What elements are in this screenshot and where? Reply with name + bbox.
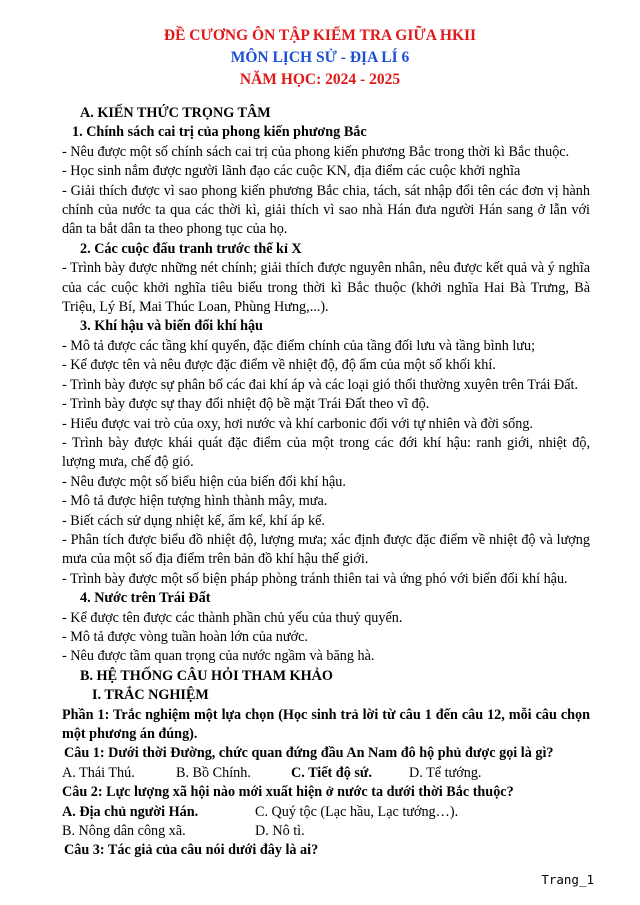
topic-1-line: - Học sinh nắm được người lãnh đạo các cuộc KN, địa điểm các cuộc khởi nghĩa: [62, 163, 521, 180]
subject-title: MÔN LỊCH SỬ - ĐỊA LÍ 6: [230, 49, 410, 66]
part-1-intro: Phần 1: Trắc nghiệm một lựa chọn (Học sinh trả lời từ câu 1 đến câu 12, mỗi câu chọn một phương án đúng).: [62, 706, 590, 742]
topic-1-title: 1. Chính sách cai trị của phong kiến phương Bắc: [72, 124, 367, 141]
topic-3-line: - Mô tả được hiện tượng hình thành mây, mưa.: [62, 493, 328, 510]
option-c-correct: C. Tiết độ sứ.: [291, 764, 372, 781]
part-i-heading: I. TRẮC NGHIỆM: [92, 687, 209, 704]
topic-3-line: - Mô tả được các tầng khí quyển, đặc điểm chính của tầng đối lưu và tầng bình lưu;: [62, 337, 536, 354]
topic-4-title: 4. Nước trên Trái Đất: [80, 590, 211, 607]
topic-3-line: - Phân tích được biểu đồ nhiệt độ, lượng mưa; xác định được đặc điểm về nhiệt độ và lượng mưa của một số địa điểm trên bản đồ khí hậu thế giới.: [62, 531, 590, 568]
topic-3-line: - Biết cách sử dụng nhiệt kế, ẩm kế, khí áp kế.: [62, 512, 325, 529]
topic-1-line: - Nêu được một số chính sách cai trị của phong kiến phương Bắc trong thời kì Bắc thuộc.: [62, 143, 570, 160]
document-body: [62, 104, 590, 861]
topic-3-line: - Trình bày được sự thay đổi nhiệt độ bề mặt Trái Đất theo vĩ độ.: [62, 396, 430, 413]
question-2-options-row2: [62, 822, 590, 841]
topic-3-line: - Kể được tên và nêu được đặc điểm về nhiệt độ, độ ẩm của một số khối khí.: [62, 357, 496, 374]
topic-3-line: - Trình bày được một số biện pháp phòng tránh thiên tai và ứng phó với biến đổi khí hậu.: [62, 570, 568, 587]
topic-1-line: - Giải thích được vì sao phong kiến phương Bắc chia, tách, sát nhập đổi tên các đơn vị hành chính của nước ta qua các thời kì, giải thích vì sao nhà Hán đưa người Hán sang ở lẫn với dân ta bắt dân ta theo phong tục của họ.: [62, 182, 590, 238]
topic-4-line: - Kể được tên được các thành phần chủ yếu của thuỷ quyển.: [62, 609, 403, 626]
page-number: Trang_1: [541, 872, 594, 887]
option-a-correct: A. Địa chủ người Hán.: [62, 803, 199, 820]
topic-4-line: - Mô tả được vòng tuần hoàn lớn của nước.: [62, 628, 308, 645]
school-year: NĂM HỌC: 2024 - 2025: [239, 71, 401, 88]
topic-3-line: - Nêu được một số biểu hiện của biến đổi khí hậu.: [62, 473, 346, 490]
section-a-heading: A. KIẾN THỨC TRỌNG TÂM: [80, 105, 271, 121]
topic-3-line: - Trình bày được sự phân bố các đai khí áp và các loại gió thổi thường xuyên trên Trái Đất.: [62, 376, 579, 393]
option-b: B. Bồ Chính.: [176, 764, 251, 781]
document-header: [0, 26, 640, 90]
option-d: D. Tể tướng.: [409, 764, 482, 781]
question-2: Câu 2: Lực lượng xã hội nào mới xuất hiện ở nước ta dưới thời Bắc thuộc?: [62, 784, 514, 801]
option-d: D. Nô tì.: [255, 823, 305, 840]
option-c: C. Quý tộc (Lạc hầu, Lạc tướng…).: [255, 803, 459, 820]
topic-2-title: 2. Các cuộc đấu tranh trước thế kỉ X: [80, 240, 302, 257]
topic-3-line: - Hiểu được vai trò của oxy, hơi nước và khí carbonic đối với tự nhiên và đời sống.: [62, 415, 533, 432]
option-b: B. Nông dân công xã.: [62, 823, 186, 840]
topic-3-title: 3. Khí hậu và biến đổi khí hậu: [80, 318, 263, 335]
question-2-options-row1: [62, 803, 590, 822]
option-a: A. Thái Thú.: [62, 764, 135, 781]
question-3: Câu 3: Tác giả của câu nói dưới đây là ai?: [64, 842, 319, 859]
topic-3-line: - Trình bày được khái quát đặc điểm của một trong các đới khí hậu: ranh giới, nhiệt độ, lượng mưa, chế độ gió.: [62, 434, 590, 471]
section-b-heading: B. HỆ THỐNG CÂU HỎI THAM KHẢO: [80, 667, 333, 684]
topic-4-line: - Nêu được tầm quan trọng của nước ngầm và băng hà.: [62, 648, 375, 665]
question-1: Câu 1: Dưới thời Đường, chức quan đứng đầu An Nam đô hộ phủ được gọi là gì?: [64, 745, 554, 762]
document-title: ĐỀ CƯƠNG ÔN TẬP KIỂM TRA GIỮA HKII: [163, 27, 477, 44]
question-1-options: [62, 764, 590, 783]
topic-2-line: - Trình bày được những nét chính; giải thích được nguyên nhân, nêu được kết quả và ý nghĩa của các cuộc khởi nghĩa tiêu biểu trong thời kì Bắc thuộc (khởi nghĩa Hai Bà Trưng, Bà Triệu, Lý Bí, Mai Thúc Loan, Phùng Hưng,...).: [62, 260, 590, 316]
